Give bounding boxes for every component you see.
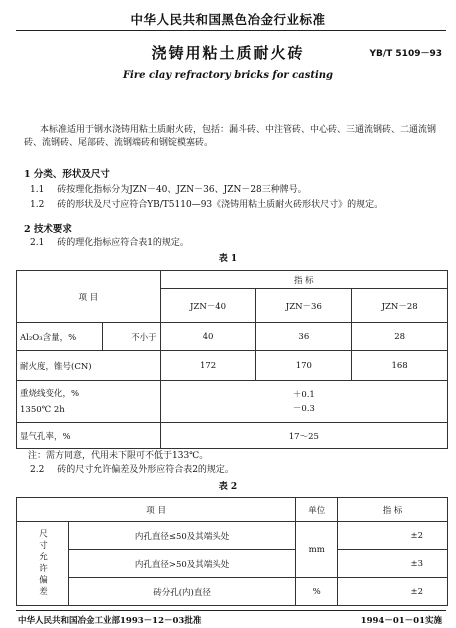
table-1-index-header: 指 标	[160, 271, 447, 289]
clause-number: 1.2	[30, 200, 45, 210]
cell-value: 170	[256, 351, 352, 381]
footer-rule	[16, 610, 446, 611]
table-2-item-header: 项 目	[17, 498, 296, 522]
cell-value: ±2	[338, 522, 448, 550]
table-row	[17, 381, 448, 423]
cell-merged-value: 17～25	[160, 423, 447, 449]
intro-paragraph: 本标准适用于钢水浇铸用粘土质耐火砖，包括：漏斗砖、中注管砖、中心砖、三通流钢砖、二通流钢砖、流钢砖、尾部砖、流钢端砖和钢锭模塞砖。	[24, 125, 437, 148]
clause-2-1	[30, 237, 189, 250]
table-1-caption: 表 1	[218, 254, 238, 264]
grade-header: JZN－28	[352, 289, 448, 323]
row-label: 内孔直径≤50及其端头处	[68, 522, 295, 550]
table-row	[17, 550, 448, 578]
unit-cell: mm	[296, 522, 338, 578]
cell-value: 172	[160, 351, 256, 381]
clause-number: 2.2	[30, 465, 45, 475]
cell-value: 36	[256, 323, 352, 351]
clause-number: 2.1	[30, 238, 45, 248]
row-label: 显气孔率，%	[17, 423, 161, 449]
table-1	[16, 270, 448, 449]
cell-value: ±3	[338, 550, 448, 578]
section-1-heading: 1 分类、形状及尺寸	[24, 169, 110, 180]
row-label: 砖分孔(内)直径	[68, 578, 295, 606]
row-label	[17, 381, 161, 423]
cell-value: 28	[352, 323, 448, 351]
clause-text: 砖的理化指标应符合表1的规定。	[57, 238, 189, 248]
table-2	[16, 497, 448, 606]
table-row	[17, 423, 448, 449]
clause-2-2	[30, 464, 234, 477]
cell-value: ±2	[338, 578, 448, 606]
cell-value: 168	[352, 351, 448, 381]
clause-1-1	[30, 184, 307, 197]
grade-header: JZN－40	[160, 289, 256, 323]
clause-text: 砖按理化指标分为JZN－40、JZN－36、JZN－28三种牌号。	[57, 185, 307, 195]
row-label: 内孔直径>50及其端头处	[68, 550, 295, 578]
clause-text: 砖的形状及尺寸应符合YB/T5110—93《浇铸用粘土质耐火砖形状尺寸》的规定。	[57, 200, 384, 210]
row-label: Al₂O₃含量，%	[17, 323, 103, 351]
clause-1-2	[30, 199, 383, 212]
row-condition: 不小于	[102, 323, 160, 351]
implementation-date: 1994－01－01实施	[360, 616, 442, 626]
document-subtitle: Fire clay refractory bricks for casting	[122, 70, 334, 81]
approval-line: 中华人民共和国冶金工业部1993－12－03批准	[18, 616, 202, 626]
document-title: 浇铸用粘土质耐火砖	[151, 44, 305, 62]
table-2-unit-header: 单位	[296, 498, 338, 522]
row-label-line: 1350℃ 2h	[20, 404, 65, 415]
section-2-heading: 2 技术要求	[24, 224, 72, 235]
grade-header: JZN－36	[256, 289, 352, 323]
cell-value: 40	[160, 323, 256, 351]
row-label-line: 重烧线变化，%	[20, 388, 80, 399]
clause-number: 1.1	[30, 185, 45, 195]
table-row	[17, 578, 448, 606]
table-1-note: 注：需方同意，代用未下限可不低于133℃。	[28, 451, 209, 461]
clause-text: 砖的尺寸允许偏差及外形应符合表2的规定。	[57, 465, 234, 475]
row-label: 耐火度，锥号(CN)	[17, 351, 161, 381]
table-row	[17, 351, 448, 381]
table-1-item-header: 项 目	[17, 271, 161, 323]
standard-code: YB/T 5109－93	[369, 49, 442, 59]
unit-cell: %	[296, 578, 338, 606]
table-2-caption: 表 2	[218, 482, 238, 492]
table-row	[17, 522, 448, 550]
standard-header: 中华人民共和国黑色冶金行业标准	[130, 12, 326, 27]
table-2-index-header: 指 标	[338, 498, 448, 522]
header-rule	[16, 30, 446, 31]
table-row	[17, 323, 448, 351]
cell-merged-value: ＋0.1 －0.3	[160, 381, 447, 423]
side-label: 尺寸允许偏差	[17, 522, 69, 606]
